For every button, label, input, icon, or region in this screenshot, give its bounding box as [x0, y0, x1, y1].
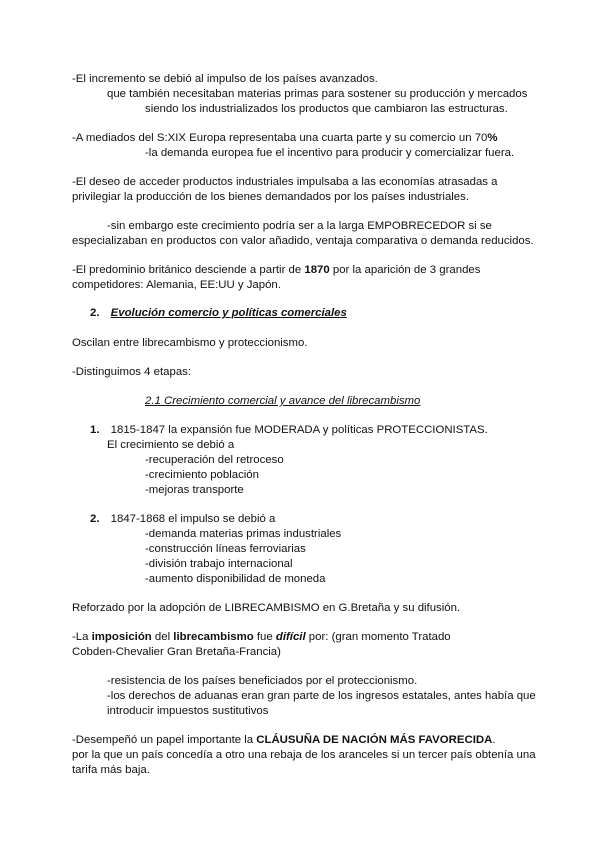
text-line: -La imposición del librecambismo fue difícil por: (gran momento Tratado [72, 631, 451, 643]
text-line: Oscilan entre librecambismo y proteccionismo. [72, 337, 308, 349]
text-line: -Desempeñó un papel importante la CLÁUSUÑA DE NACIÓN MÁS FAVORECIDA. [72, 734, 496, 746]
text-line: competidores: Alemania, EE:UU y Japón. [72, 279, 281, 291]
bullet-line: -aumento disponibilidad de moneda [145, 573, 326, 585]
bullet-line: -mejoras transporte [145, 484, 244, 496]
text-line: que también necesitaban materias primas para sostener su producción y mercados [107, 88, 528, 100]
text-line: -El incremento se debió al impulso de los países avanzados. [72, 73, 378, 85]
bullet-line: -demanda materias primas industriales [145, 528, 342, 540]
bullet-line: -recuperación del retroceso [145, 454, 284, 466]
text-line: Reforzado por la adopción de LIBRECAMBISMO en G.Bretaña y su difusión. [72, 602, 461, 614]
bullet-line: -construcción líneas ferroviarias [145, 543, 306, 555]
list-item: 2. 1847-1868 el impulso se debió a [90, 513, 276, 525]
text-line: Cobden-Chevalier Gran Bretaña-Francia) [72, 646, 281, 658]
section-number: 2. [90, 307, 100, 319]
text-line: especializaban en productos con valor añadido, ventaja comparativa o demanda reducidos. [72, 235, 534, 247]
list-number: 2. [90, 513, 100, 525]
section-title: Evolución comercio y políticas comerciales [110, 307, 347, 319]
text-line: por la que un país concedía a otro una rebaja de los aranceles si un tercer país obtenía una [72, 749, 536, 761]
text-line: siendo los industrializados los productos que cambiaron las estructuras. [145, 103, 508, 115]
text-line: -la demanda europea fue el incentivo para producir y comercializar fuera. [145, 147, 515, 159]
bullet-line: -crecimiento población [145, 469, 259, 481]
text-line: -Distinguimos 4 etapas: [72, 366, 192, 378]
section-heading [90, 306, 347, 322]
text-line: -El deseo de acceder productos industriales impulsaba a las economías atrasadas a [72, 176, 498, 188]
bullet-line: -resistencia de los países beneficiados por el proteccionismo. [107, 675, 418, 687]
bullet-line: -división trabajo internacional [145, 558, 293, 570]
text-line: privilegiar la producción de los bienes demandados por los países industriales. [72, 191, 470, 203]
text-line: tarifa más baja. [72, 764, 150, 776]
bullet-line: introducir impuestos sustitutivos [107, 705, 269, 717]
text-line: El crecimiento se debió a [107, 439, 235, 451]
subsection-heading: 2.1 Crecimiento comercial y avance del librecambismo [145, 395, 421, 407]
text-line: -sin embargo este crecimiento podría ser a la larga EMPOBRECEDOR si se [107, 220, 492, 232]
list-item: 1. 1815-1847 la expansión fue MODERADA y políticas PROTECCIONISTAS. [90, 424, 488, 436]
bullet-line: -los derechos de aduanas eran gran parte de los ingresos estatales, antes había que [107, 690, 536, 702]
text-line: -A mediados del S:XIX Europa representaba una cuarta parte y su comercio un 70% [72, 132, 498, 144]
text-line: -El predominio británico desciende a partir de 1870 por la aparición de 3 grandes [72, 264, 481, 276]
list-number: 1. [90, 424, 100, 436]
